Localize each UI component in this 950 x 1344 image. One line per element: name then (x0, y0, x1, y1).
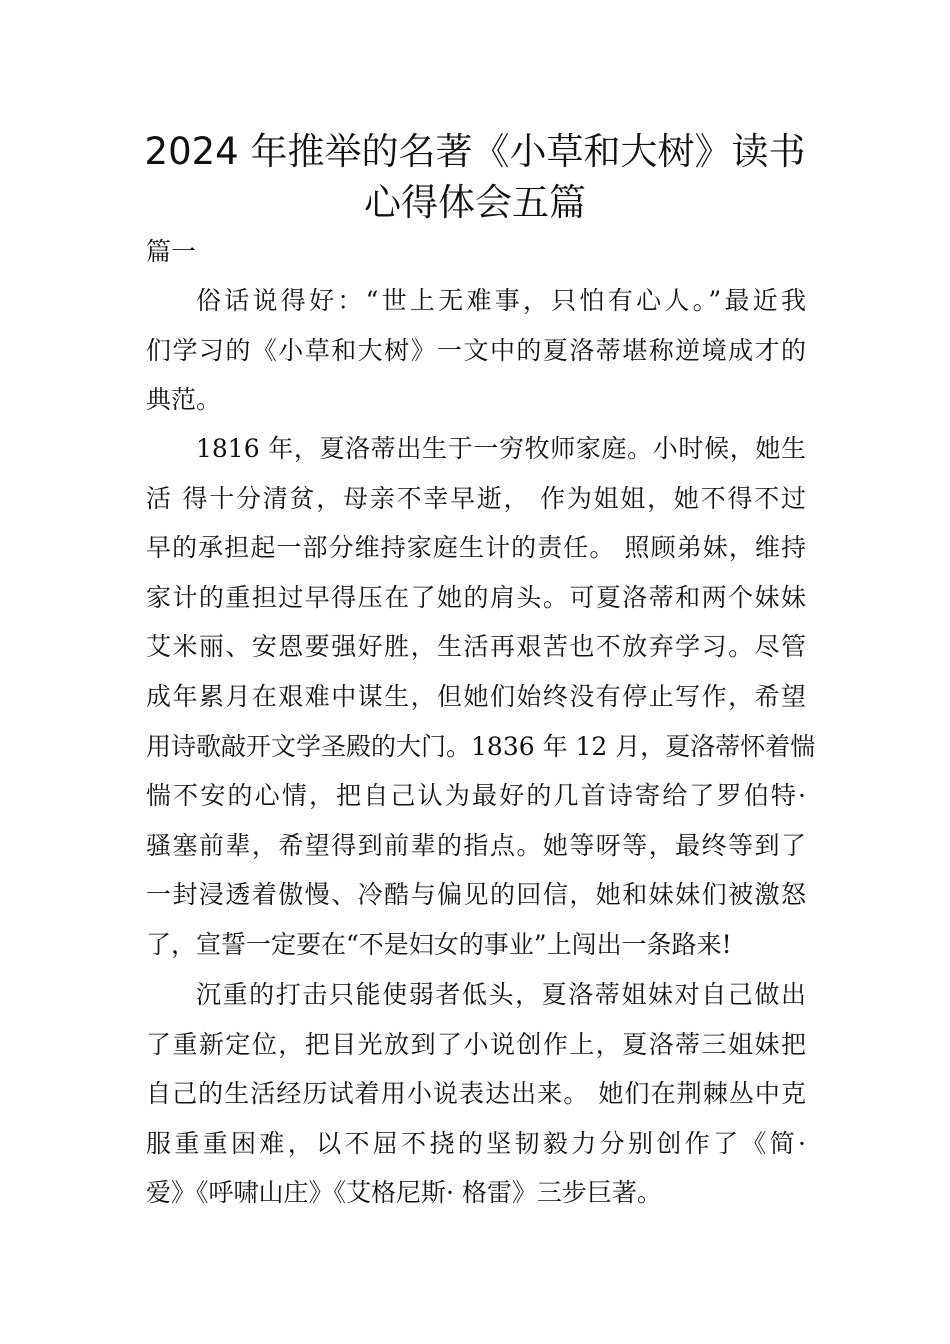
paragraph-line: 自己的生活经历试着用小说表达出来。 她们在荆棘丛中克 (146, 1079, 806, 1109)
paragraph (146, 276, 806, 425)
title-line: 心得体会五篇 (364, 181, 586, 224)
paragraph-line: 早的承担起一部分维持家庭生计的责任。 照顾弟妹，维持 (146, 533, 806, 563)
title-line: 2024 年推举的名著《小草和大树》读书 (144, 130, 806, 173)
paragraph-line: 俗话说得好：“世上无难事，只怕有心人。”最近我 (196, 286, 806, 315)
paragraph-line: 用诗歌敲开文学圣殿的大门。1836 年 12 月，夏洛蒂怀着惴 (146, 731, 816, 761)
paragraph-line: 典范。 (146, 385, 222, 415)
paragraph-line: 服重重困难，以不屈不挠的坚韧毅力分别创作了《简· (146, 1128, 806, 1158)
document-title (120, 126, 830, 228)
paragraph-line: 了重新定位，把目光放到了小说创作上，夏洛蒂三姐妹把 (146, 1029, 806, 1059)
paragraph-line: 1816 年，夏洛蒂出生于一穷牧师家庭。小时候，她生 (196, 434, 806, 463)
paragraph-line: 成年累月在艰难中谋生，但她们始终没有停止写作，希望 (146, 681, 806, 711)
paragraph-line: 家计的重担过早得压在了她的肩头。可夏洛蒂和两个妹妹 (146, 582, 806, 612)
paragraph-line: 活 得十分清贫，母亲不幸早逝， 作为姐姐，她不得不过 (146, 483, 806, 513)
section-label: 篇一 (146, 237, 197, 266)
paragraph-line: 爱》《呼啸山庄》《艾格尼斯· 格雷》三步巨著。 (146, 1178, 662, 1208)
paragraph-line: 们学习的《小草和大树》一文中的夏洛蒂堪称逆境成才的 (146, 335, 806, 365)
paragraph-line: 惴不安的心情，把自己认为最好的几首诗寄给了罗伯特· (146, 781, 806, 811)
paragraph-line: 了，宣誓一定要在“不是妇女的事业”上闯出一条路来! (146, 929, 732, 959)
paragraph-line: 沉重的打击只能使弱者低头，夏洛蒂姐妹对自己做出 (196, 980, 806, 1009)
paragraph (146, 424, 816, 970)
paragraph-line: 骚塞前辈，希望得到前辈的指点。她等呀等，最终等到了 (146, 830, 806, 860)
paragraph (146, 970, 806, 1218)
paragraph-line: 艾米丽、安恩要强好胜，生活再艰苦也不放弃学习。尽管 (146, 632, 806, 662)
paragraph-line: 一封浸透着傲慢、冷酷与偏见的回信，她和妹妹们被激怒 (146, 880, 806, 910)
